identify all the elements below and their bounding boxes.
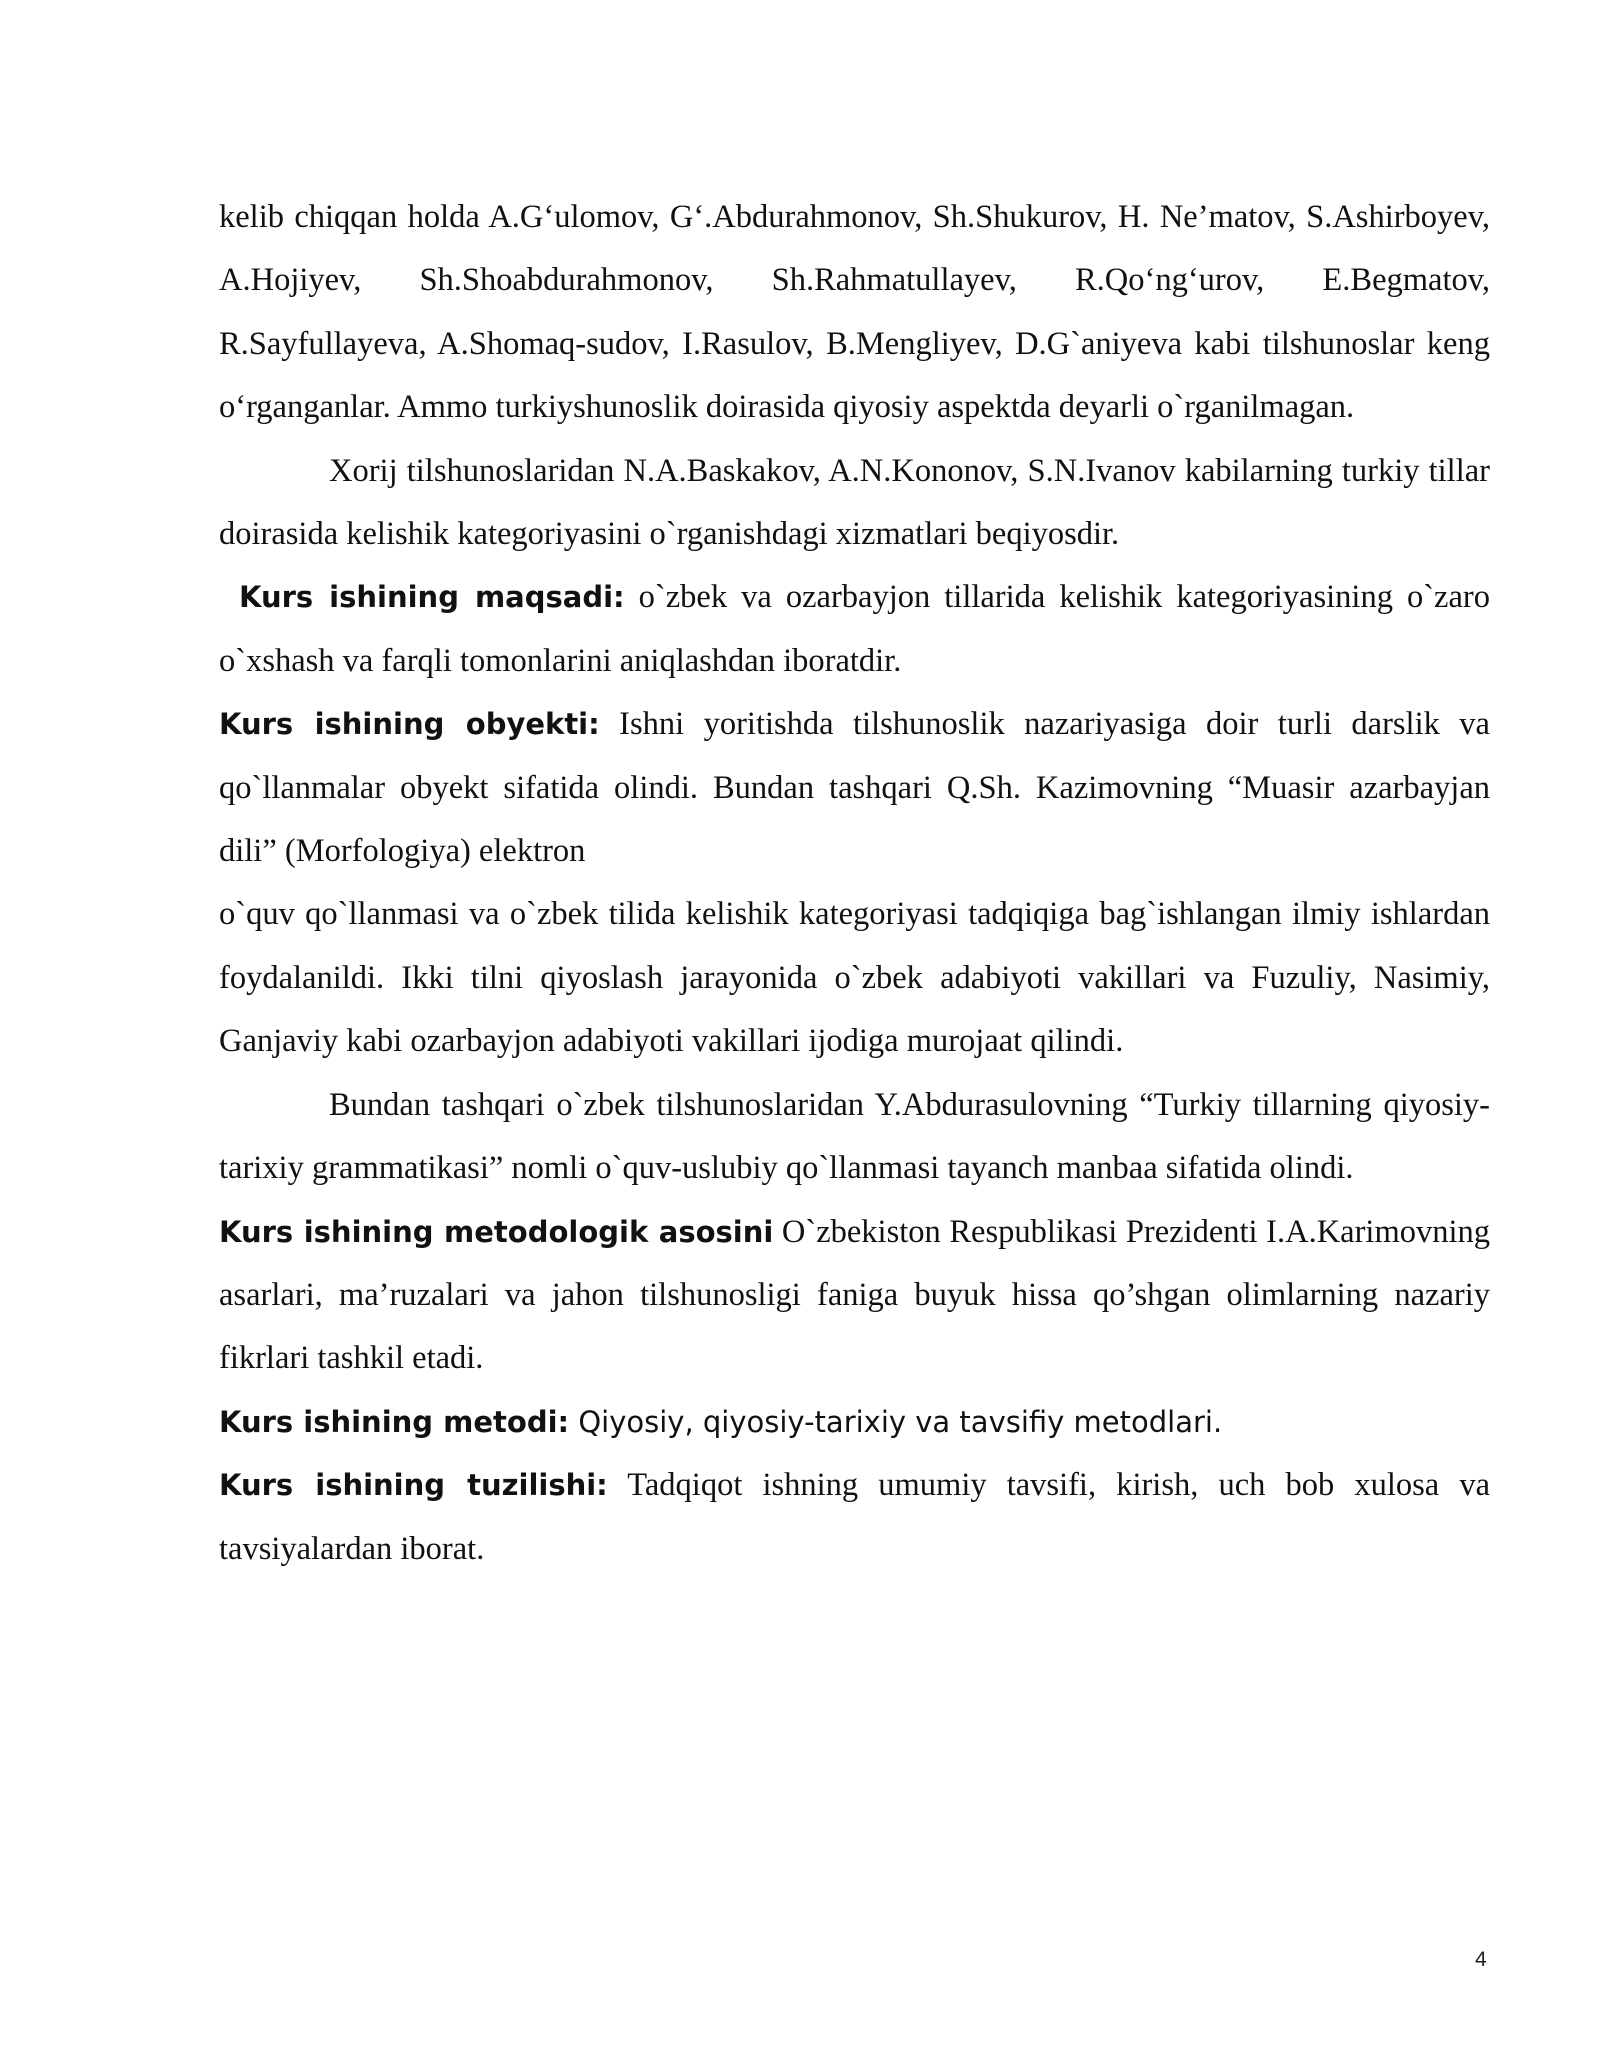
structure-text: Tadqiqot ishning umumiy tavsifi, kirish, uch bob xulosa va tavsiyalardan iborat.	[219, 1467, 1490, 1567]
paragraph-main-source	[219, 1074, 1490, 1201]
object-text: Ishni yoritishda tilshunoslik nazariyasiga doir turli darslik va qo`llanmalar obyekt sifatida olindi. Bundan tashqari Q.Sh. Kazimovning “Muasir azarbayjan dili” (Morfologiya) elektron	[219, 706, 1490, 870]
paragraph-structure	[219, 1454, 1490, 1581]
goal-label: Kurs ishining maqsadi:	[239, 580, 625, 615]
paragraph-methodology	[219, 1201, 1490, 1391]
paragraph-sources-text: o`quv qo`llanmasi va o`zbek tilida kelishik kategoriyasi tadqiqiga bag`ishlangan ilmiy ishlardan foydalanildi. Ikki tilni qiyoslash jarayonida o`zbek adabiyoti vakillari va Fuzuliy, Nasimiy, Ganjaviy kabi ozarbayjon adabiyoti vakillari ijodiga murojaat qilindi.	[219, 896, 1490, 1060]
paragraph-foreign-linguists-text: Xorij tilshunoslaridan N.A.Baskakov, A.N.Kononov, S.N.Ivanov kabilarning turkiy tillar doirasida kelishik kategoriyasini o`rganishdagi xizmatlari beqiyosdir.	[219, 452, 1490, 553]
methodology-text: O`zbekiston Respublikasi Prezidenti I.A.Karimovning asarlari, ma’ruzalari va jahon tilshunosligi faniga buyuk hissa qo’shgan olimlarning nazariy fikrlari tashkil etadi.	[219, 1213, 1491, 1377]
paragraph-foreign-linguists	[219, 440, 1490, 567]
paragraph-goal	[219, 566, 1490, 693]
method-text: Qiyosiy, qiyosiy-tarixiy va tavsifiy metodlari.	[569, 1404, 1223, 1439]
page-number: 4	[1475, 1948, 1487, 1971]
paragraph-sources	[219, 883, 1490, 1073]
structure-label: Kurs ishining tuzilishi:	[219, 1468, 608, 1503]
methodology-label: Kurs ishining metodologik asosini	[219, 1214, 774, 1249]
paragraph-object	[219, 693, 1490, 883]
paragraph-main-source-text: Bundan tashqari o`zbek tilshunoslaridan Y.Abdurasulovning “Turkiy tillarning qiyosiy-tarixiy grammatikasi” nomli o`quv-uslubiy qo`llanmasi tayanch manbaa sifatida olindi.	[219, 1086, 1490, 1187]
paragraph-scholars-text: kelib chiqqan holda A.G‘ulomov, G‘.Abdurahmonov, Sh.Shukurov, H. Ne’matov, S.Ashirboyev, A.Hojiyev, Sh.Shoabdurahmonov, Sh.Rahmatullayev, R.Qo‘ng‘urov, E.Begmatov, R.Sayfullayeva, A.Shomaq-sudov, I.Rasulov, B.Mengliyev, D.G`aniyeva kabi tilshunoslar keng o‘rganganlar. Ammo turkiyshunoslik doirasida qiyosiy aspektda deyarli o`rganilmagan.	[219, 199, 1490, 426]
paragraph-scholars-list	[219, 186, 1490, 440]
object-label: Kurs ishining obyekti:	[219, 707, 600, 742]
method-label: Kurs ishining metodi:	[219, 1404, 570, 1439]
paragraph-method	[219, 1391, 1490, 1454]
document-page	[219, 186, 1490, 1581]
goal-text: o`zbek va ozarbayjon tillarida kelishik kategoriyasining o`zaro o`xshash va farqli tomonlarini aniqlashdan iboratdir.	[219, 579, 1490, 679]
